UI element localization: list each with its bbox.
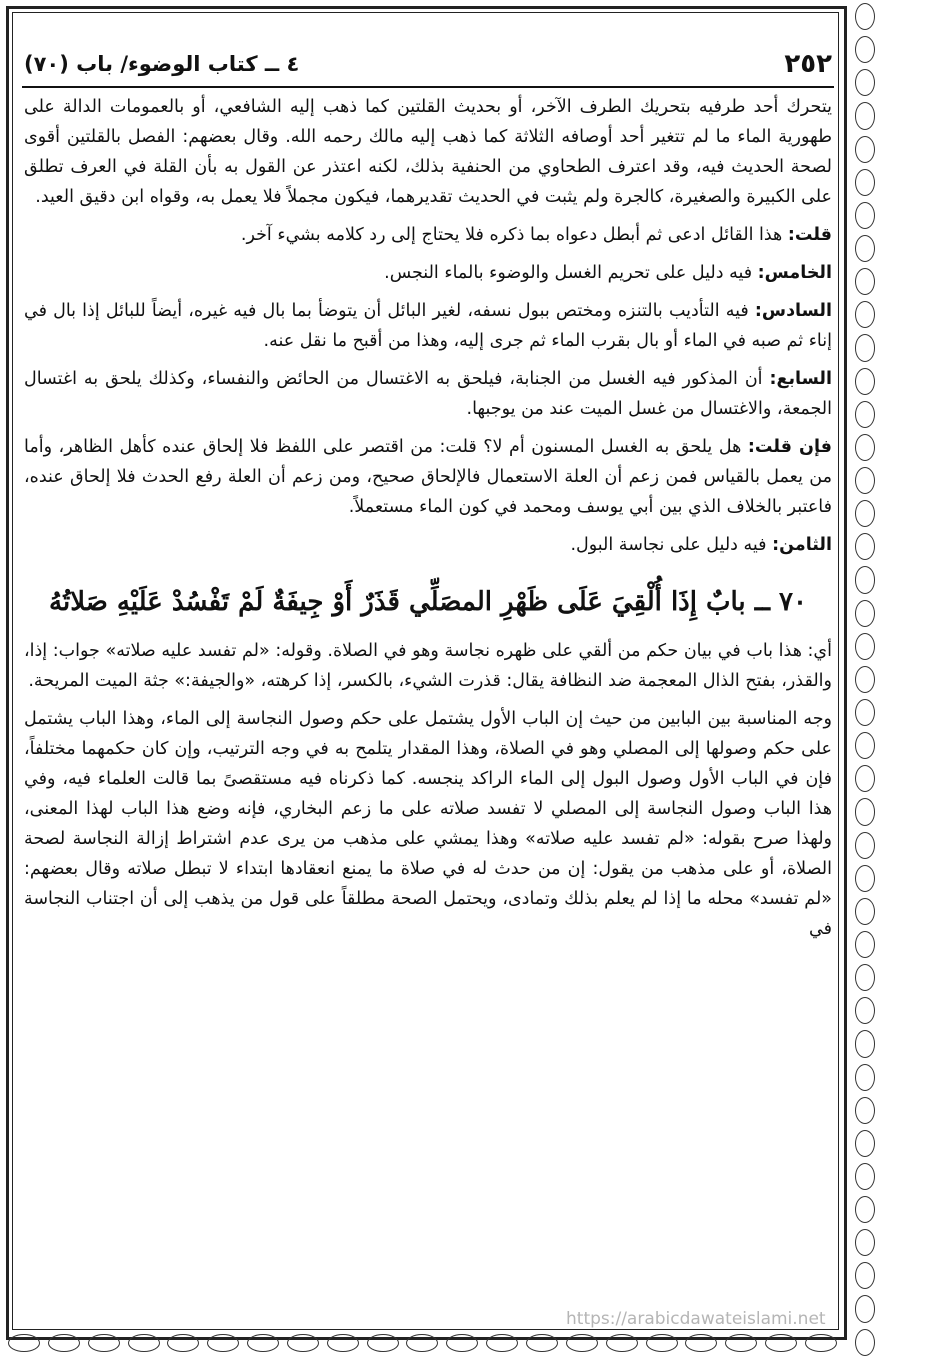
paragraph-text: فيه دليل على تحريم الغسل والوضوء بالماء النجس.: [384, 263, 758, 283]
paragraph-text: فيه التأديب بالتنزه ومختص ببول نسفه، لغير البائل أن يتوضأ بما بال فيه غيره، أيضاً للبائل إذا بال في إناء ثم صبه في الماء أو بال بقرب الماء ثم جرى إليه، وهذا من أقبح ما نقل عنه.: [24, 301, 832, 351]
paragraph-label: الثامن:: [772, 535, 832, 555]
paragraph-label: فإن قلت:: [747, 437, 832, 457]
paragraph-label: السابع:: [769, 369, 832, 389]
paragraph: [24, 220, 832, 250]
bottom-ornament: [0, 1330, 845, 1356]
page-number: ٢٥٢: [784, 49, 832, 79]
paragraph-text: أن المذكور فيه الغسل من الجنابة، فيلحق به الاغتسال من الحائض والنفساء، وكذلك يلحق به اغتسال الجمعة، والاغتسال من غسل الميت عند من يوجبها.: [24, 369, 832, 419]
watermark-url: https://arabicdawateislami.net: [566, 1309, 826, 1329]
chapter-heading: ٧٠ ــ بابٌ إِذَا أُلْقِيَ عَلَى ظَهْرِ المصَلِّي قَذَرٌ أَوْ جِيفَةٌ لَمْ تَفْسُدْ عَلَيْهِ صَلاتُهُ: [49, 587, 807, 617]
paragraph-label: الخامس:: [757, 263, 832, 283]
paragraph: يتحرك أحد طرفيه بتحريك الطرف الآخر، أو بحديث القلتين كما ذهب إليه الشافعي، أو بالعمومات الدالة على طهورية الماء ما لم تتغير أحد أوصافه الثلاثة كما ذهب إليه مالك رحمه الله. وقال بعضهم: الفصل بالقلتين أقوى لصحة الحديث فيه، وقد اعترف الطحاوي من الحنفية بذلك، لكنه اعتذر عن القول به بأن القلة في العرف تطلق على الكبيرة والصغيرة، كالجرة ولم يثبت في الحديث تقديرهما، فيكون مجملاً فلا يعمل به، وقواه ابن دقيق العيد.: [24, 97, 832, 207]
paragraph: وجه المناسبة بين البابين من حيث إن الباب الأول يشتمل على حكم وصول النجاسة إلى الماء، وهذا الباب يشتمل على حكم وصولها إلى المصلي وهو في الصلاة، وهذا المقدار يتلمح به في وجه الترتيب، وإن كان حكمهما مختلفاً، فإن في الباب الأول وصول البول إلى الماء الراكد ينجسه. كما ذكرناه فيه مستقصىً بما قالت العلماء فيه، وفي هذا الباب وصول النجاسة إلى المصلي لا تفسد صلاته على ما زعم البخاري، فإنه وضع هذا الباب لهذا المعنى، ولهذا صرح بقوله: «لم تفسد عليه صلاته» وهذا يمشي على مذهب من يرى عدم اشتراط إزالة النجاسة لصحة الصلاة، أو على مذهب من يقول: إن من حدث له في صلاة ما يمنع انعقادها ابتداء لا تبطل صلاته وقال بعضهم: «لم تفسد» محله ما إذا لم يعلم بذلك وتمادى، ويحتمل الصحة مطلقاً على قول من يذهب إلى أن اجتناب النجاسة في: [24, 709, 832, 939]
paragraph-text: فيه دليل على نجاسة البول.: [570, 535, 773, 555]
paragraph: [24, 530, 832, 560]
paragraph-label: السادس:: [754, 301, 832, 321]
header-rule: [22, 86, 834, 88]
paragraph: [24, 296, 832, 356]
paragraph: [24, 258, 832, 288]
paragraph-text: هل يلحق به الغسل المسنون أم لا؟ قلت: من اقتصر على اللفظ فلا إلحاق عنده كأهل الظاهر، وأما من يعمل بالقياس فمن زعم أن العلة الاستعمال فالإلحاق صحيح، ومن زعم أن العلة رفع الحدث فلا إلحاق عنده، فاعتبر بالخلاف الذي بين أبي يوسف ومحمد في كون الماء مستعملاً.: [24, 437, 832, 517]
paragraph: [24, 364, 832, 424]
paragraph-text: هذا القائل ادعى ثم أبطل دعواه بما ذكره فلا يحتاج إلى رد كلامه بشيء آخر.: [240, 225, 788, 245]
paragraph-label: قلت:: [787, 225, 832, 245]
page-header: [24, 46, 832, 82]
paragraph: أي: هذا باب في بيان حكم من ألقي على ظهره نجاسة وهو في الصلاة. وقوله: «لم تفسد عليه صلاته» جواب: إذا، والقذر، بفتح الذال المعجمة ضد النظافة يقال: قذرت الشيء، بالكسر، إذا كرهته، «والجيفة:» جثة الميت المريحة.: [24, 641, 832, 691]
running-title: ٤ ــ كتاب الوضوء/ باب (٧٠): [24, 52, 300, 76]
paragraph: [24, 432, 832, 522]
page-body: [24, 92, 832, 952]
side-ornament: [845, 0, 885, 1359]
